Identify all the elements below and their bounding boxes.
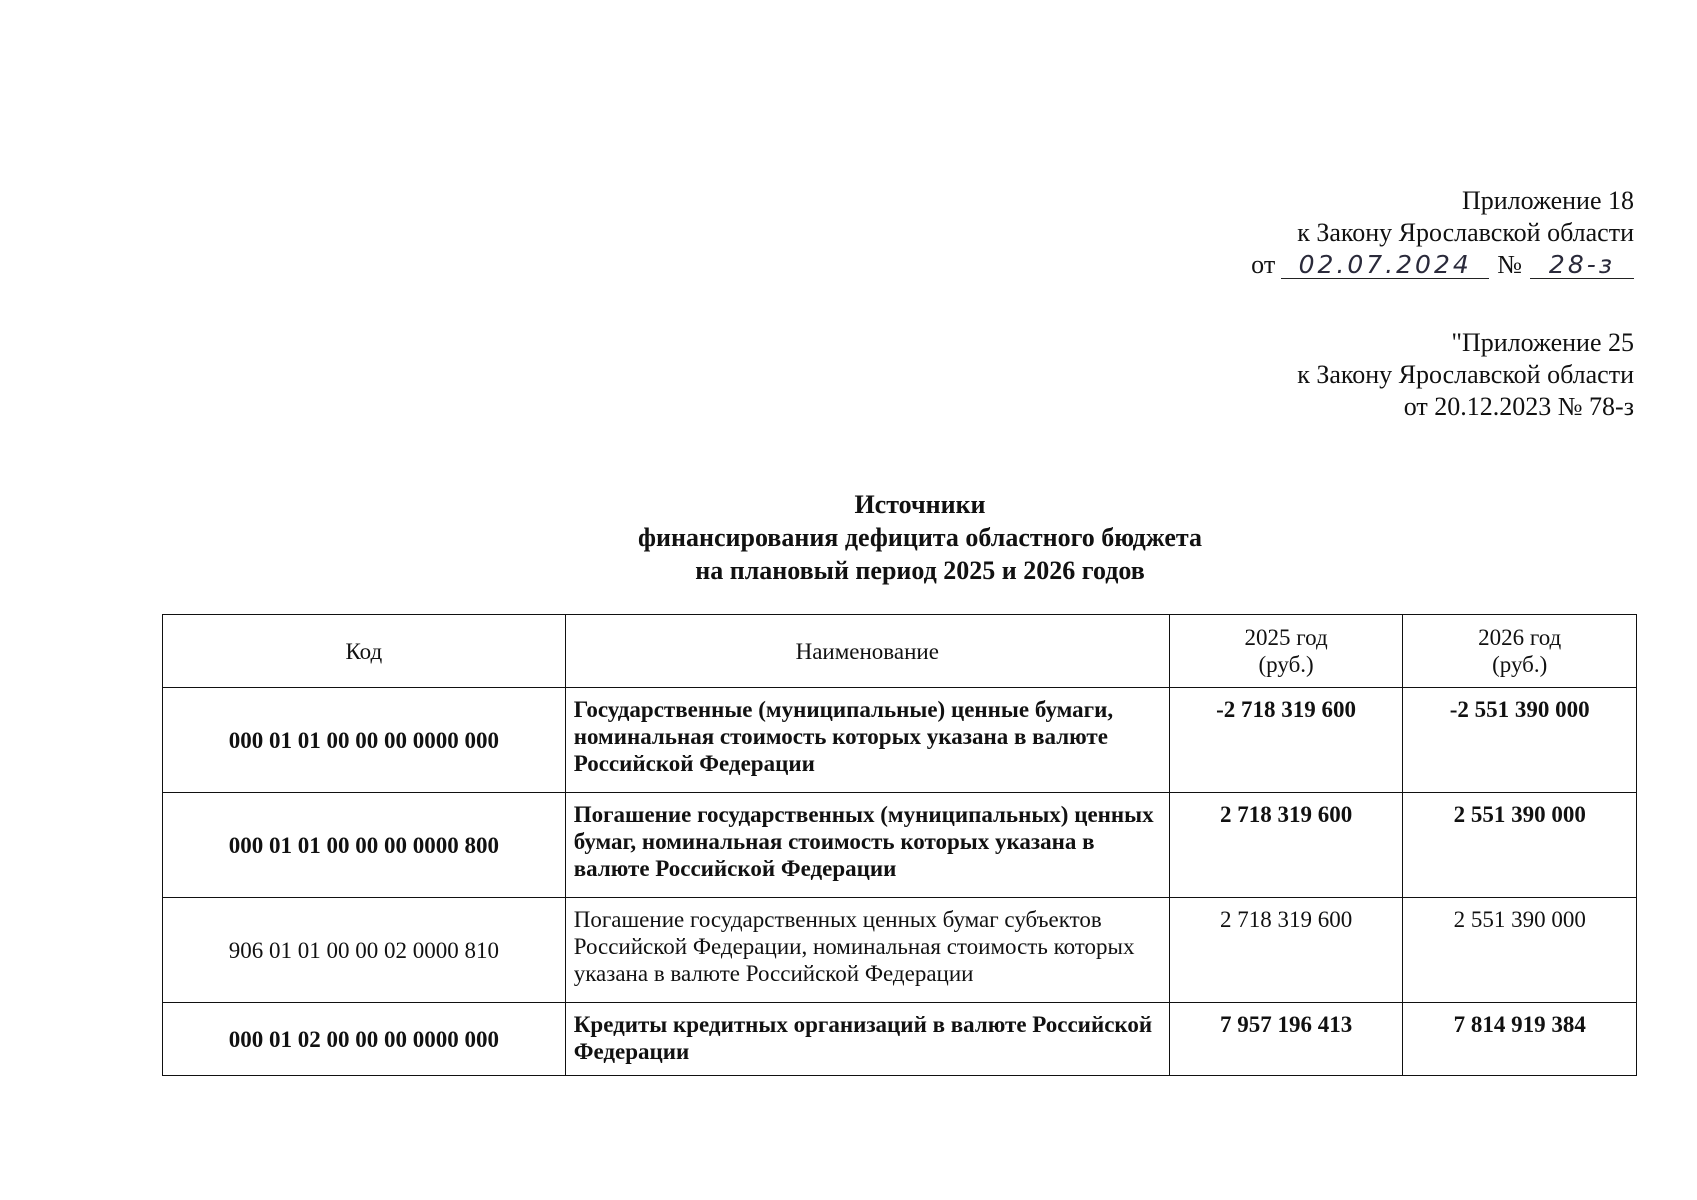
- amended-appendix-header: [1297, 327, 1634, 423]
- appendix-header: [1251, 185, 1634, 281]
- row-code: 000 01 01 00 00 00 0000 000: [163, 688, 566, 793]
- column-header-2025-year: 2025 год: [1244, 625, 1328, 650]
- table-header-row: [163, 615, 1637, 688]
- column-header-2026: [1403, 615, 1637, 688]
- table-row: [163, 1003, 1637, 1076]
- row-code: 000 01 01 00 00 00 0000 800: [163, 793, 566, 898]
- row-code: 000 01 02 00 00 00 0000 000: [163, 1003, 566, 1076]
- row-name: Кредиты кредитных организаций в валюте Российской Федерации: [565, 1003, 1169, 1076]
- title-line-3: на плановый период 2025 и 2026 годов: [695, 556, 1145, 585]
- row-value-2025: 2 718 319 600: [1169, 793, 1403, 898]
- row-code: 906 01 01 00 00 02 0000 810: [163, 898, 566, 1003]
- amended-law-reference: к Закону Ярославской области: [1297, 360, 1634, 389]
- row-value-2025: 7 957 196 413: [1169, 1003, 1403, 1076]
- column-header-2025: [1169, 615, 1403, 688]
- column-header-2026-year: 2026 год: [1478, 625, 1562, 650]
- document-title: [150, 488, 1690, 587]
- handwritten-number: 28-з: [1530, 252, 1634, 279]
- column-header-2025-unit: (руб.): [1258, 652, 1314, 677]
- row-value-2026: -2 551 390 000: [1403, 688, 1637, 793]
- row-value-2025: -2 718 319 600: [1169, 688, 1403, 793]
- row-name: Погашение государственных ценных бумаг субъектов Российской Федерации, номинальная стоимость которых указана в валюте Российской Федерации: [565, 898, 1169, 1003]
- financing-sources-table: [162, 614, 1637, 1076]
- amended-law-date: от 20.12.2023 № 78-з: [1403, 392, 1634, 421]
- appendix-number: Приложение 18: [1461, 186, 1634, 215]
- row-value-2026: 7 814 919 384: [1403, 1003, 1637, 1076]
- title-line-2: финансирования дефицита областного бюджета: [638, 523, 1202, 552]
- column-header-code: Код: [163, 615, 566, 688]
- row-value-2026: 2 551 390 000: [1403, 793, 1637, 898]
- row-value-2025: 2 718 319 600: [1169, 898, 1403, 1003]
- row-value-2026: 2 551 390 000: [1403, 898, 1637, 1003]
- row-name: Государственные (муниципальные) ценные бумаги, номинальная стоимость которых указана в валюте Российской Федерации: [565, 688, 1169, 793]
- appendix-law-reference: к Закону Ярославской области: [1297, 218, 1634, 247]
- appendix-date-number-line: [1251, 249, 1634, 281]
- table-row: [163, 688, 1637, 793]
- title-line-1: Источники: [854, 490, 986, 519]
- from-label: от: [1251, 250, 1276, 279]
- amended-appendix-number: "Приложение 25: [1451, 328, 1634, 357]
- column-header-2026-unit: (руб.): [1492, 652, 1548, 677]
- row-name: Погашение государственных (муниципальных) ценных бумаг, номинальная стоимость которых указана в валюте Российской Федерации: [565, 793, 1169, 898]
- column-header-name: Наименование: [565, 615, 1169, 688]
- handwritten-date: 02.07.2024: [1281, 252, 1489, 279]
- table-row: [163, 793, 1637, 898]
- number-label: №: [1497, 250, 1522, 279]
- table-row: [163, 898, 1637, 1003]
